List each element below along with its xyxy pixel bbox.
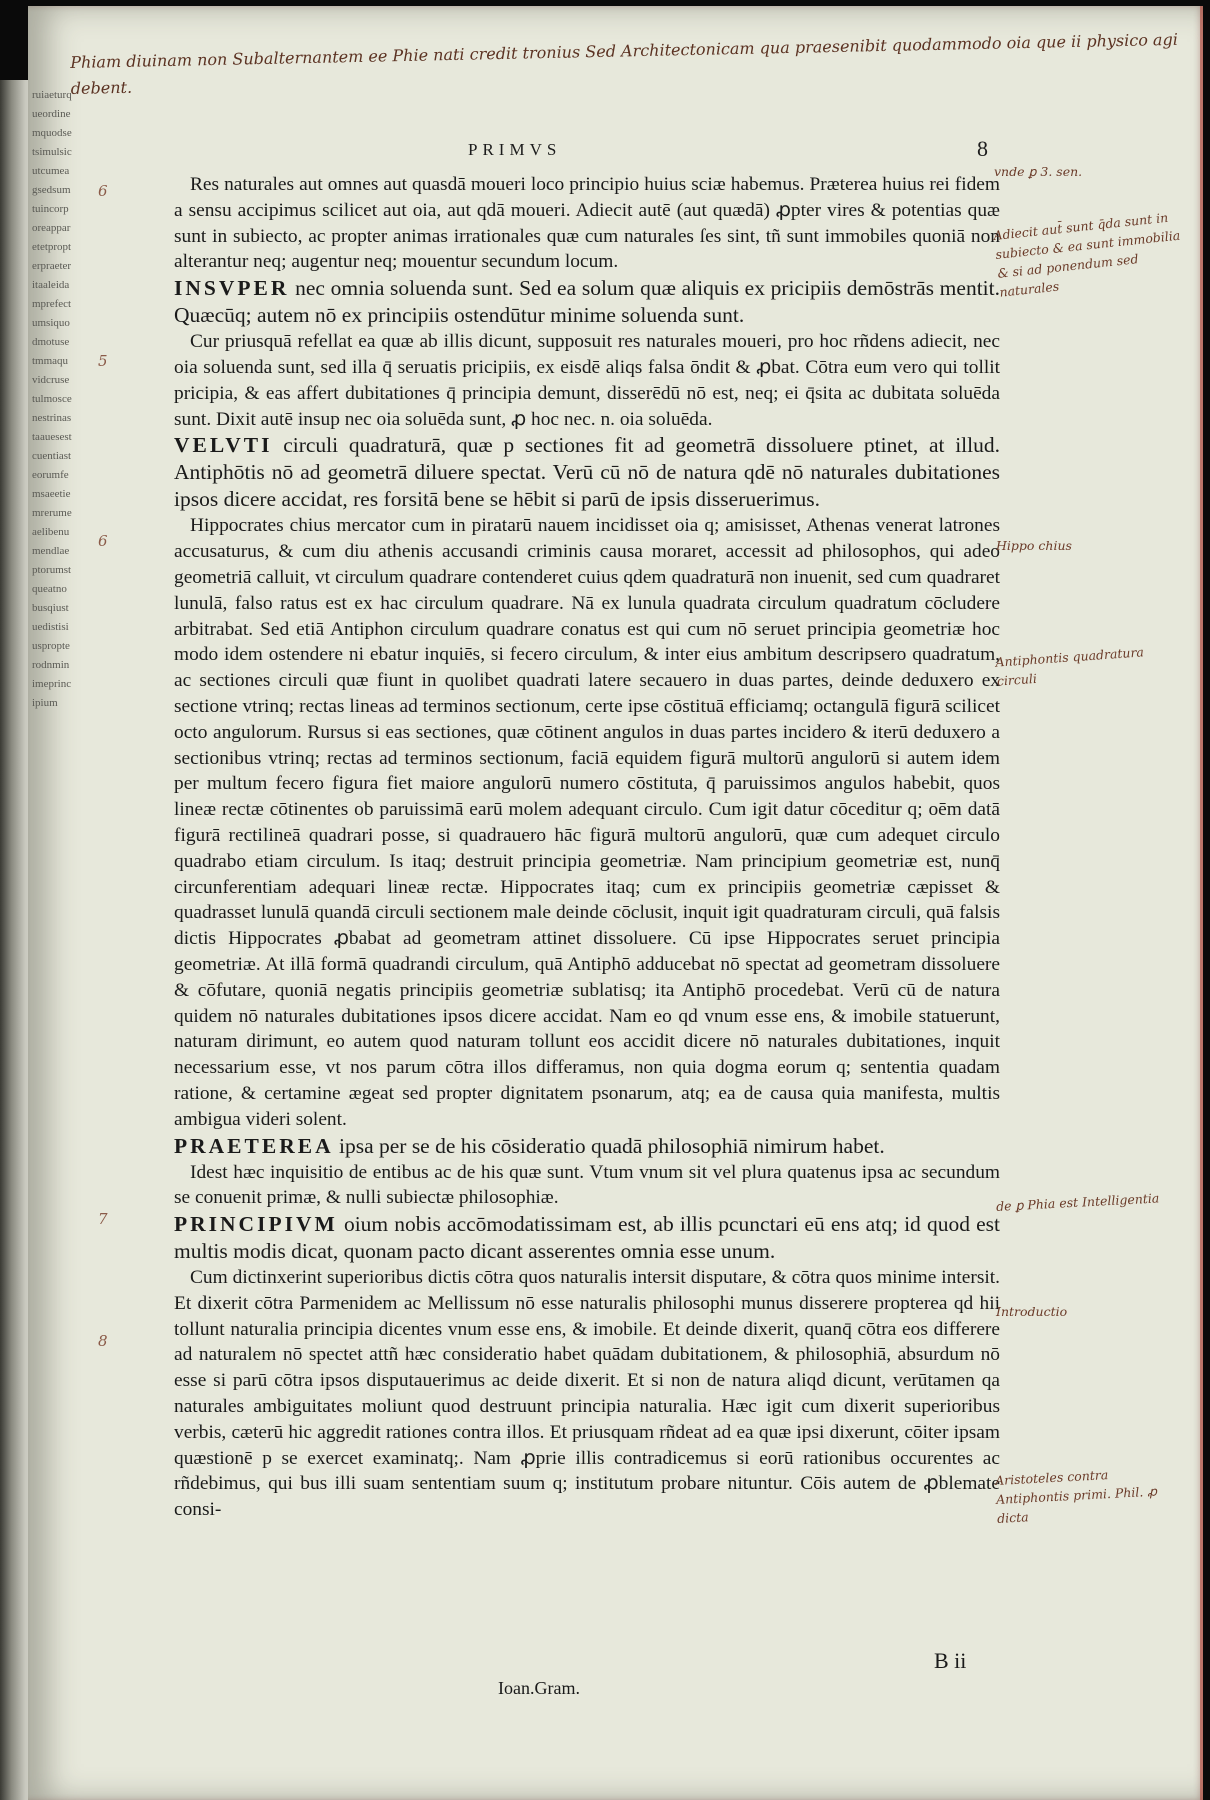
main-text-block bbox=[174, 172, 1000, 1523]
paragraph-text: circuli quadraturā, quæ p sectiones fit ad geometrā dissoluere ptinet, at illud. Antiphōtis nō ad geometrā diluere spectat. Verū cū nō de natura qdē nō naturales dubitationes ipsos dicere accidat, res forsitā bene se hēbit si parū de ipsis disseruerimus. bbox=[174, 433, 1000, 512]
bleed-through-column: ruiaeturqueordinemquodsetsimulsicutcumeagsedsumtuincorporeapparetetpropterpraeteritaaleidamprefectumsiquodmotusetmmaquvidcrusetulmoscenestrinastaauesestcuentiasteorumfemsaeetiemrerumeaelibenumendlaeptorumstqueatnobusqiustuedistisiuspropterodnminimeprincipium bbox=[32, 89, 72, 709]
margin-annotation: de ꝑ Phia est Intelligentia bbox=[995, 1190, 1160, 1214]
paragraph-text: nec omnia soluenda sunt. Sed ea solum quæ aliquis ex pricipiis demōstrās mentit. Quæcūq; autem nō ex principiis ostendūtur minime soluenda sunt. bbox=[174, 276, 1000, 328]
page-header bbox=[468, 136, 988, 166]
paragraph-text: ipsa per se de his cōsideratio quadā philosophiā nimirum habet. bbox=[333, 1133, 885, 1158]
margin-annotation: Aristoteles contra Antiphontis primi. Phil. ꝓ dicta bbox=[994, 1467, 1158, 1526]
running-head: PRIMVS bbox=[468, 140, 562, 159]
margin-number: 8 bbox=[98, 1332, 108, 1350]
lemma-paragraph bbox=[174, 1133, 1000, 1160]
paragraph-text: Hippocrates chius mercator cum in piratarū nauem incidisset oia q; amisisset, Athenas venerat latrones accusaturus, & cum diu athenis accusandi criminis causa moraret, accessit ad philosophos, qui adeo geometriā calluit, vt circulum quadrare contenderet cuius qdem quadraturā non inuenit, sed cum quadraret lunulā, falso ratus est ex hac circulum quadrare. Nā ex lunula quadrata circulum quadratum cōcludere arbitrabat. Sed etiā Antiphon circulum quadrare conatus est qui cum nō seruet principia geometriæ hoc modo idem ostendere ni ebatur inquiēs, si fecero circulum, & inter eius ambitum descripsero quadratum, ac sectiones circuli quæ fiunt in quolibet quadrati latere secauero in duas partes, deinde deduxero ex sectione vtrinq; rectas lineas ad terminos sectionum, certe ipse cōstituā efficiamq; octangulā figurā scilicet octo angulorum. Rursus si eas sectiones, quæ cōtinent angulos in duas partes incidero & iterū deduxero a sectionibus vtrinq; rectas ad terminos sectionum, faciā equidem figurā multorū angulorū si autem idem per multum fecero figura fiet maiore angulorū numero cōstituta, q̄ paruissimos angulos habebit, quos lineæ rectæ cōtinentes ob paruissimā earū molem adequant circulo. Cum igit datur cōceditur q; oēm datā figurā rectilineā quadrari posse, si quadrauero hāc figurā multorū angulorū, quæ cum adequet circulo quadrabo etiam circulum. Is itaq; destruit principia geometriæ. Nam principium geometriæ est, nunq̄ circunferentiam adequari lineæ rectæ. Hippocrates itaq; cum ex principiis geometriæ cæpisset & quadrasset lunulā quandā circuli sectionem male deinde cōclusit, inquit igit quadraturam circuli, quā falsis dictis Hippocrates ꝓbabat ad geometram attinet dissoluere. Cū ipse Hippocrates seruet principia geometriæ. At illā formā quadrandi circulum, quā Antiphō adducebat nō spectat ad geometram dissoluere & cōfutare, quoniā negatis principiis geometriæ sublatisq; ita Antiphō procedebat. Verū cū de natura quidem nō naturales dubitationes ipsos dicere accidat. Nam eo qd vnum esse ens, & imobile statuerunt, naturam dirimunt, eo autem quod naturam tollunt eos accidit dicere nō naturales dubitationes, inquit necessarium esse, vt nos parum cōtra illos differamus, non quia dogma eorum q; sententia quadam ratione, & certamine ægeat sed propter dignitatem psonarum, atq; ea de causa quia manifesta, multis ambigua videri solent. bbox=[174, 515, 1000, 1130]
lemma-initial-word: PRINCIPIVM bbox=[174, 1212, 338, 1237]
margin-number: 6 bbox=[98, 182, 108, 200]
folio-number: 8 bbox=[977, 136, 988, 161]
lemma-initial-word: PRAETEREA bbox=[174, 1133, 334, 1158]
lemma-paragraph bbox=[174, 1211, 1000, 1265]
commentary-paragraph bbox=[174, 172, 1000, 275]
margin-annotation: Hippo chius bbox=[996, 538, 1072, 553]
paragraph-text: Cum dictinxerint superioribus dictis cōtra quos naturalis intersit disputare, & cōtra quos minime intersit. Et dixerit cōtra Parmenidem ac Mellissum nō esse naturalis philosophi munus disserere propterea qd hii tollunt naturalia principia dicentes vnum esse ens, & imobile. Et deinde dixerit, quanq̄ cōtra eos differere ad naturalem nō spectet attñ hæc consideratio habet quādam dubitationem, & philosophiā, absurdum nō esse si parū cōtra ipsos disputauerimus ac deide dixerit. Et si non de natura aliqd dicunt, verūtamen qa naturales ambiguitates moliunt quod destruunt principia naturalia. Hæc igit cum dixerit superioribus verbis, cæterū hic aggredit rationes contra illos. Et priusquam rñdeat ad ea quæ ipsi dixerunt, cōiter ipsam quæstionē p se exercet examinatq;. Nam ꝓprie illis contradicemus si eorū rationibus occurentes ac rñdebimus, qui bus illi suam sententiam suum q; institutum probare nituntur. Cōis autem de ꝓblemate consi- bbox=[174, 1267, 1000, 1521]
lemma-initial-word: VELVTI bbox=[174, 433, 273, 458]
lemma-initial-word: INSVPER bbox=[174, 276, 290, 301]
paragraph-text: Cur priusquā refellat ea quæ ab illis dicunt, supposuit res naturales moueri, pro hoc rñdens adiecit, nec oia soluenda sunt, sed illa q̄ seruatis pricipiis, ex eisdē aliqs falsa ōndit & ꝓbat. Cōtra eum vero qui tollit pricipia, & eas affert dubitationes q̄ principia demunt, disserēdū nō est, neq; ei q̄sita ac dubitata soluēda sunt. Dixit autē insup nec oia soluēda sunt, ꝓ hoc nec. n. oia soluēda. bbox=[174, 331, 1000, 430]
commentary-paragraph bbox=[174, 329, 1000, 432]
lemma-paragraph bbox=[174, 432, 1000, 513]
handwritten-top-note: Phiam diuinam non Subalternantem ee Phie nati credit tronius Sed Architectonicam qua praesenibit quodammodo oia que ii physico agi debent. bbox=[70, 29, 1179, 98]
signature-mark: B ii bbox=[934, 1648, 967, 1673]
margin-number: 6 bbox=[98, 532, 108, 550]
margin-annotation: Introductio bbox=[996, 1304, 1068, 1319]
lemma-paragraph bbox=[174, 275, 1000, 329]
commentary-paragraph bbox=[174, 513, 1000, 1132]
margin-annotation: Adiecit aut̄ sunt q̄da sunt in subiecto & ea sunt immobilia & si ad ponendum sed naturales bbox=[992, 209, 1181, 300]
commentary-paragraph bbox=[174, 1160, 1000, 1212]
paragraph-text: Res naturales aut omnes aut quasdā moueri loco principio huius sciæ habemus. Præterea huius rei fidem a sensu accipimus scilicet aut oia, aut qdā moueri. Adiecit autē (aut quædā) ꝓpter vires & potentias quæ sunt in subiecto, ac propter animas irrationales quæ cum naturales ſes sint, tñ sunt immobiles quoniā non alterantur neq; augentur neq; mouentur secundum locum. bbox=[174, 174, 1000, 273]
paragraph-text: Idest hæc inquisitio de entibus ac de his quæ sunt. Vtum vnum sit vel plura quatenus ipsa ac secundum se conuenit primæ, & nulli subiectæ philosophiæ. bbox=[174, 1161, 1000, 1209]
commentary-paragraph bbox=[174, 1265, 1000, 1523]
margin-annotation: vnde ꝑ 3. sen. bbox=[994, 164, 1083, 179]
paragraph-text: oium nobis accōmodatissimam est, ab illis pcunctari eū ens atq; id quod est multis modis dicat, quonam pacto dicant asserentes omnia esse unum. bbox=[174, 1212, 1000, 1264]
catchword: Ioan.Gram. bbox=[498, 1678, 580, 1698]
book-page bbox=[28, 6, 1203, 1800]
margin-number: 5 bbox=[98, 352, 108, 370]
margin-annotation: Antiphontis quadratura circuli bbox=[995, 644, 1145, 689]
margin-number: 7 bbox=[98, 1210, 108, 1228]
